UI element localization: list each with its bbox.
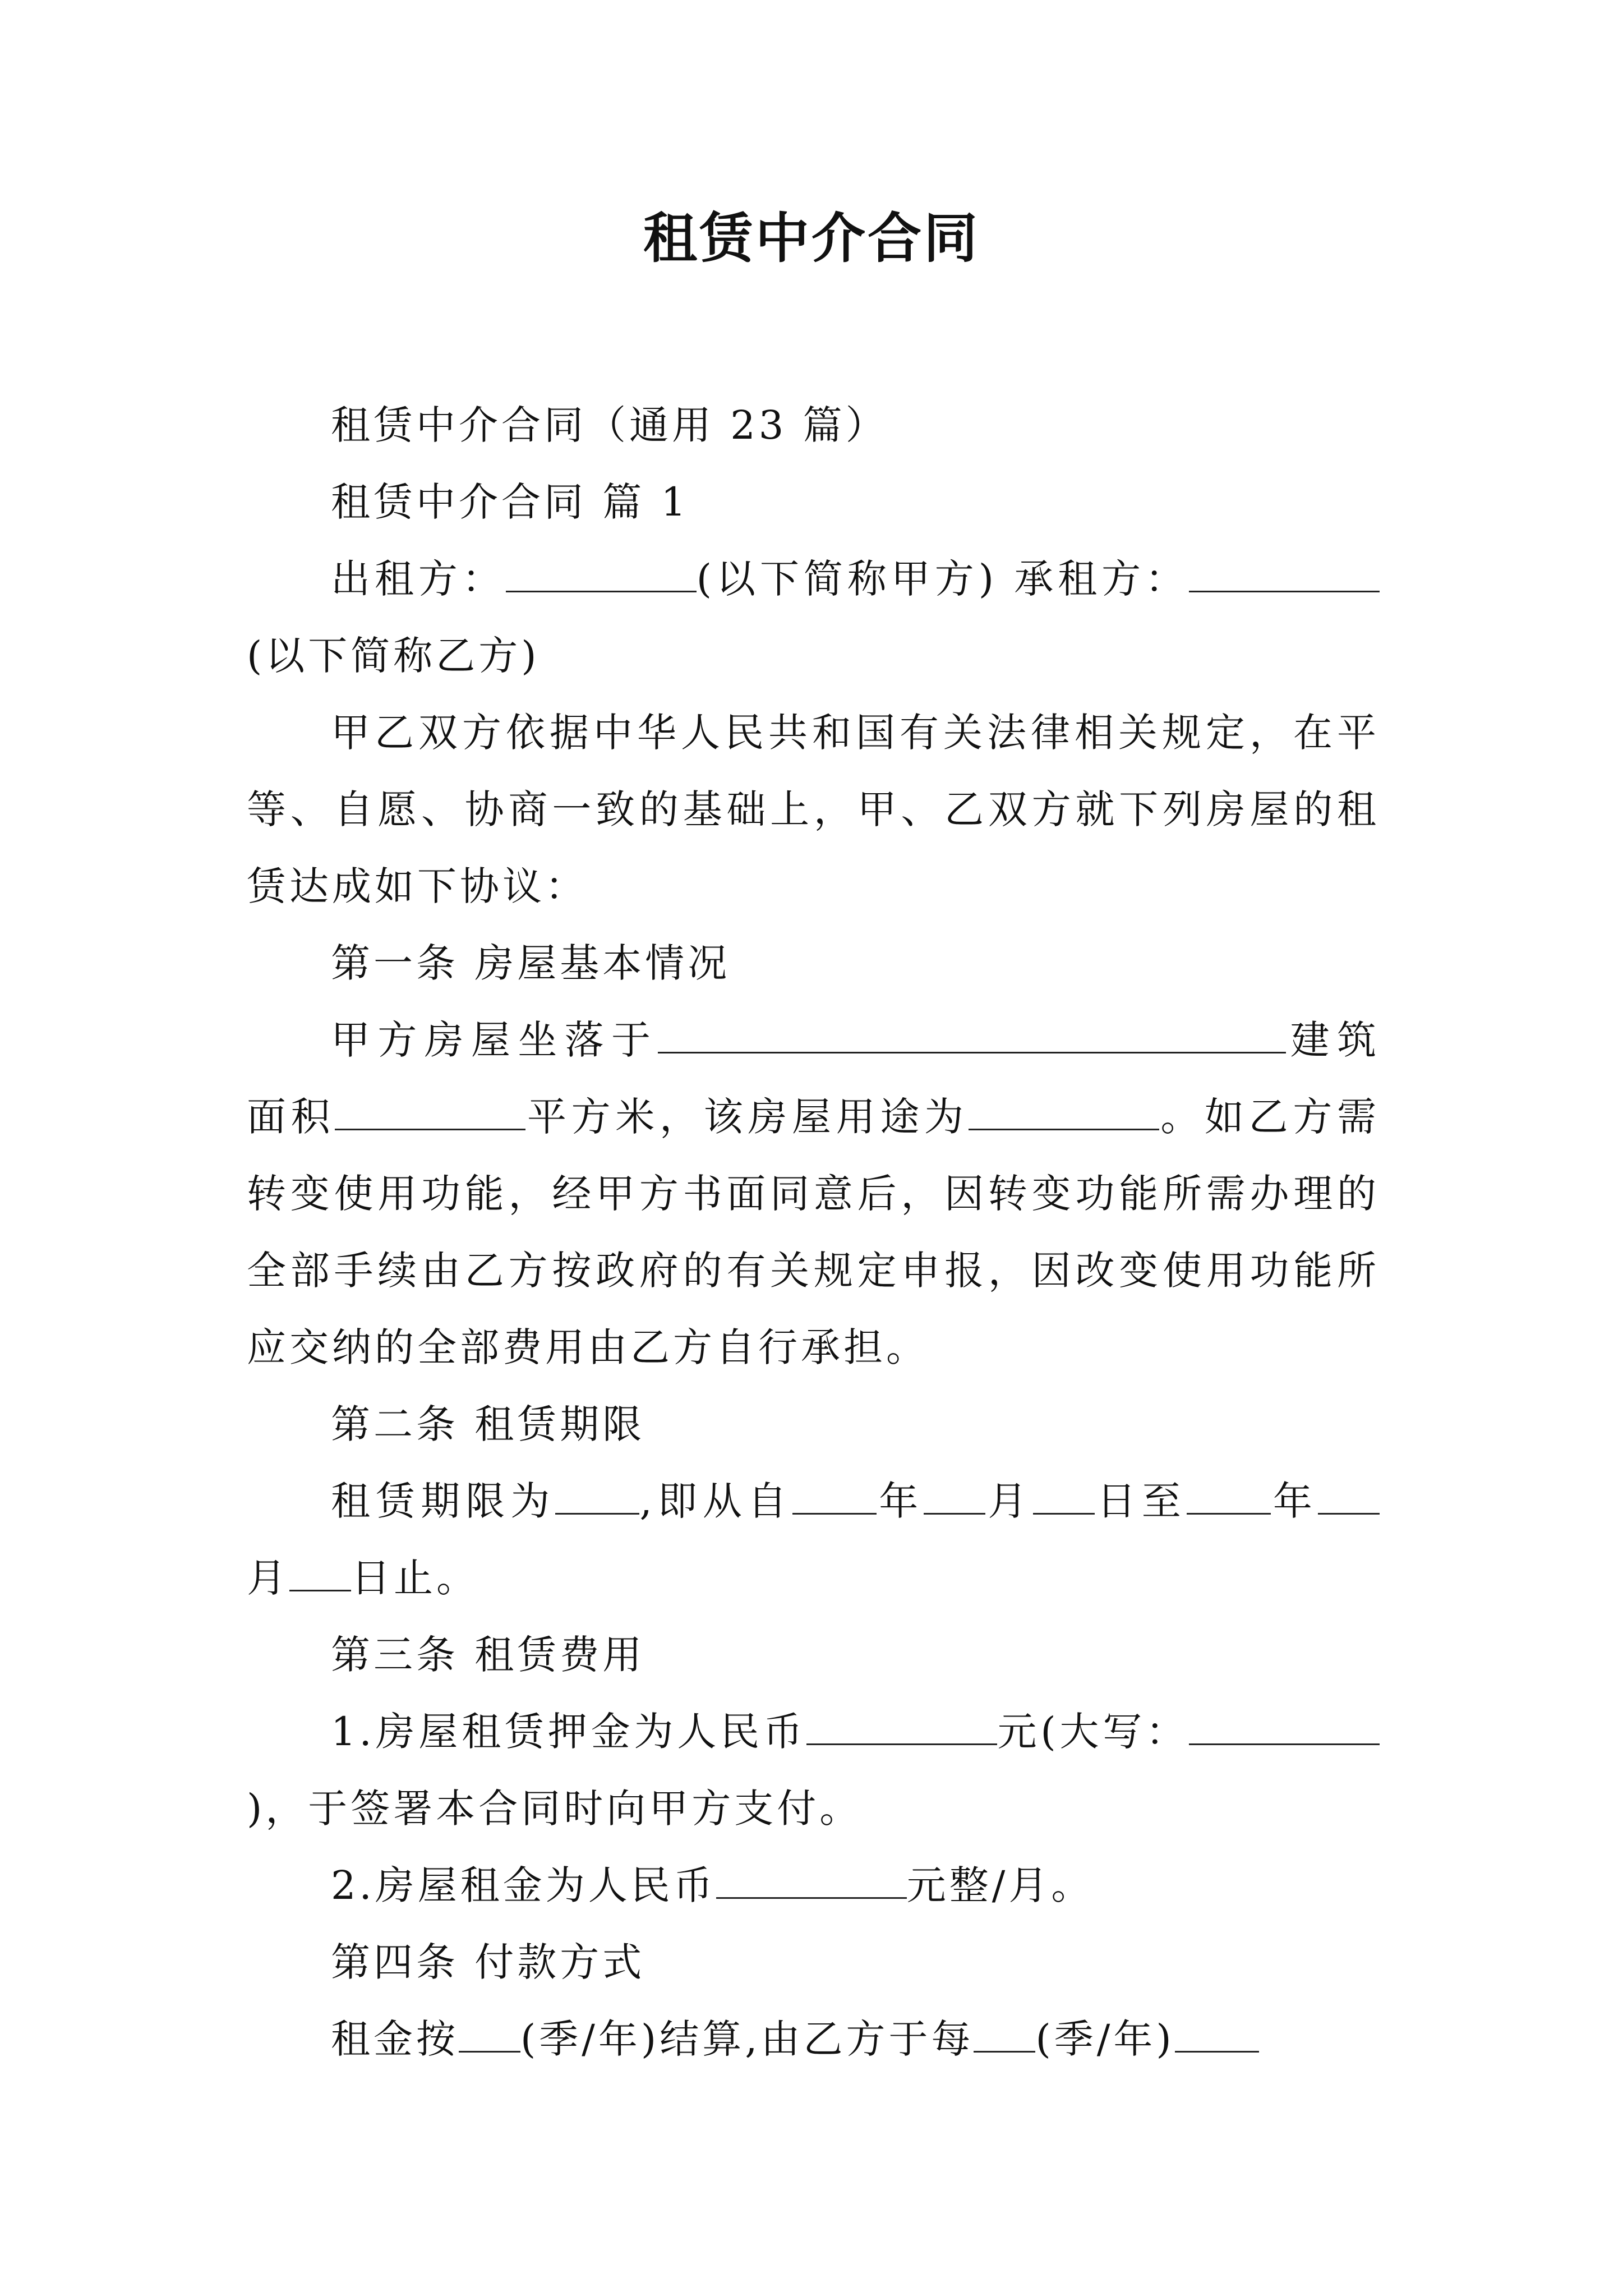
article1-heading: 第一条 房屋基本情况 [331, 940, 731, 986]
location-blank [658, 1007, 1286, 1053]
article1-text-a: 甲方房屋坐落于 [331, 1017, 658, 1063]
document-body [247, 387, 1380, 2078]
article3-item1 [247, 1694, 1380, 1847]
end-year-blank [1187, 1468, 1271, 1515]
lessor-label: 出租方： [331, 556, 506, 602]
article3-heading: 第三条 租赁费用 [331, 1632, 645, 1678]
lessee-alias: (以下简称乙方) [247, 633, 540, 679]
article3-item2-a: 2.房屋租金为人民币 [331, 1862, 716, 1908]
article2-paragraph [247, 1463, 1380, 1617]
area-blank [335, 1084, 525, 1130]
start-day-blank [1033, 1468, 1095, 1515]
lessor-alias: (以下简称甲方) [696, 556, 998, 602]
end-day-blank [289, 1545, 351, 1591]
article3-item1-b: 元(大写： [997, 1709, 1189, 1755]
article1-text-c: 平方米，该房屋用途为 [525, 1094, 969, 1140]
lessee-label: 承租方： [1014, 556, 1189, 602]
article3-item1-a: 1.房屋租赁押金为人民币 [331, 1709, 806, 1755]
start-year-label: 年 [877, 1478, 924, 1524]
article1-text-d: 。如乙方需转变使用功能，经甲方书面同意后，因转变功能所需办理的全部手续由乙方按政府的有关规定申报，因改变使用功能所应交纳的全部费用由乙方自行承担。 [247, 1094, 1380, 1370]
article4-text-b: (季/年)结算,由乙方于每 [520, 2016, 974, 2062]
end-month-blank [1318, 1468, 1380, 1515]
article1-text-b: 建筑面积 [247, 1017, 1380, 1140]
article4-text-c: (季/年) [1035, 2016, 1175, 2062]
article4-paragraph [247, 2001, 1380, 2078]
article3-item1-c: )，于签署本合同时向甲方支付。 [247, 1786, 863, 1832]
intro-paragraph: 甲乙双方依据中华人民共和国有关法律相关规定，在平等、自愿、协商一致的基础上，甲、乙双方就下列房屋的租赁达成如下协议： [247, 710, 1380, 909]
lessor-blank [506, 546, 697, 592]
end-year-label: 年 [1270, 1478, 1318, 1524]
start-month-label: 月 [985, 1478, 1033, 1524]
payment-period-blank [974, 2006, 1035, 2053]
document-subtitle: 租赁中介合同（通用 23 篇） [331, 402, 888, 448]
article3-item2 [247, 1847, 1380, 1924]
day-end-label: 日止。 [351, 1555, 479, 1601]
deposit-uppercase-blank [1189, 1699, 1380, 1745]
rent-amount-blank [716, 1852, 907, 1899]
document-title: 租赁中介合同 [643, 206, 980, 270]
term-blank [555, 1468, 639, 1515]
usage-blank [969, 1084, 1159, 1130]
lessee-blank [1189, 546, 1380, 592]
payment-blank [1175, 2006, 1259, 2053]
article2-heading: 第二条 租赁期限 [331, 1401, 645, 1447]
deposit-amount-blank [806, 1699, 997, 1745]
article3-item2-b: 元整/月。 [906, 1862, 1094, 1908]
day-to-label: 日至 [1094, 1478, 1187, 1524]
settlement-period-blank [459, 2006, 520, 2053]
start-month-blank [924, 1468, 985, 1515]
article2-text-a: 租赁期限为 [331, 1478, 556, 1524]
article4-text-a: 租金按 [331, 2016, 459, 2062]
parties-paragraph [247, 541, 1380, 694]
start-year-blank [792, 1468, 877, 1515]
article2-text-b: ,即从自 [639, 1478, 793, 1524]
article1-paragraph [247, 1002, 1380, 1386]
end-month-label: 月 [247, 1555, 289, 1601]
article4-heading: 第四条 付款方式 [331, 1939, 645, 1985]
section-heading: 租赁中介合同 篇 1 [331, 479, 690, 525]
